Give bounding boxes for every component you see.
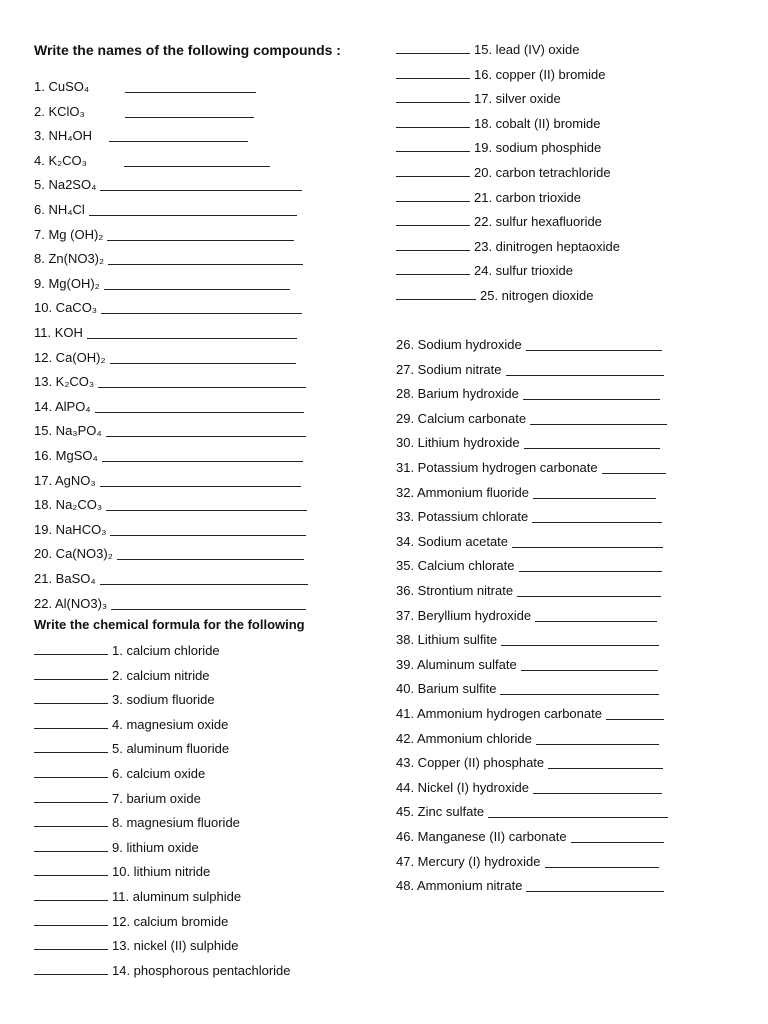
- answer-blank[interactable]: [101, 313, 302, 314]
- worksheet-item: [396, 878, 522, 894]
- worksheet-item: [34, 790, 201, 807]
- answer-blank[interactable]: [526, 350, 662, 351]
- item-label: 3. NH₄OH: [34, 128, 93, 144]
- worksheet-item: [396, 213, 602, 230]
- item-label: 19. NaHCO₃: [34, 521, 107, 537]
- answer-blank[interactable]: [87, 338, 297, 339]
- worksheet-item: [34, 765, 205, 782]
- answer-blank[interactable]: [396, 115, 470, 128]
- answer-blank[interactable]: [396, 262, 470, 275]
- worksheet-item: [34, 374, 94, 390]
- worksheet-item: [34, 691, 215, 708]
- answer-blank[interactable]: [396, 66, 470, 79]
- worksheet-item: [396, 164, 611, 181]
- item-label: 44. Nickel (I) hydroxide: [396, 779, 529, 795]
- item-label: 4. magnesium oxide: [112, 716, 229, 732]
- answer-blank[interactable]: [100, 486, 301, 487]
- worksheet-item: [34, 667, 210, 684]
- answer-blank[interactable]: [100, 190, 302, 191]
- item-label: 5. Na2SO₄: [34, 177, 97, 193]
- answer-blank[interactable]: [104, 289, 290, 290]
- answer-blank[interactable]: [34, 691, 108, 704]
- worksheet-item: [396, 681, 496, 697]
- answer-blank[interactable]: [100, 584, 308, 585]
- item-label: 14. phosphorous pentachloride: [112, 962, 291, 978]
- worksheet-item: [396, 435, 520, 451]
- item-label: 28. Barium hydroxide: [396, 386, 519, 402]
- worksheet-item: [34, 962, 291, 979]
- worksheet-item: [34, 128, 92, 144]
- item-label: 36. Strontium nitrate: [396, 583, 514, 598]
- item-label: 15. lead (IV) oxide: [474, 42, 580, 57]
- answer-blank[interactable]: [512, 547, 663, 548]
- item-label: 13. K₂CO₃: [34, 374, 95, 390]
- item-label: 40. Barium sulfite: [396, 681, 497, 697]
- item-label: 12. Ca(OH)₂: [34, 349, 106, 365]
- item-label: 42. Ammonium chloride: [396, 730, 532, 746]
- section-a-heading: Write the names of the following compounds :: [34, 42, 341, 58]
- item-label: 12. calcium bromide: [112, 913, 229, 929]
- answer-blank[interactable]: [34, 863, 108, 876]
- answer-blank[interactable]: [396, 139, 470, 152]
- answer-blank[interactable]: [34, 716, 108, 729]
- worksheet-item: [34, 546, 113, 562]
- worksheet-item: [34, 839, 199, 856]
- item-label: 19. sodium phosphide: [474, 140, 602, 156]
- worksheet-item: [396, 238, 620, 255]
- worksheet-item: [396, 460, 598, 476]
- answer-blank[interactable]: [110, 363, 296, 364]
- answer-blank[interactable]: [500, 694, 659, 695]
- worksheet-item: [34, 227, 103, 243]
- worksheet-item: [34, 716, 228, 733]
- worksheet-item: [396, 558, 515, 574]
- answer-blank[interactable]: [533, 793, 662, 794]
- answer-blank[interactable]: [523, 399, 660, 400]
- item-label: 20. Ca(NO3)₂: [34, 546, 113, 562]
- item-label: 14. AlPO₄: [34, 398, 91, 414]
- worksheet-item: [396, 755, 544, 771]
- worksheet-item: [34, 79, 89, 95]
- item-label: 37. Beryllium hydroxide: [396, 607, 532, 623]
- item-label: 43. Copper (II) phosphate: [396, 755, 545, 771]
- answer-blank[interactable]: [117, 559, 304, 560]
- answer-blank[interactable]: [107, 240, 294, 241]
- item-label: 5. aluminum fluoride: [112, 741, 230, 757]
- item-label: 17. AgNO₃: [34, 472, 96, 488]
- answer-blank[interactable]: [501, 645, 659, 646]
- worksheet-item: [34, 399, 91, 415]
- item-label: 21. carbon trioxide: [474, 189, 581, 205]
- answer-blank[interactable]: [524, 448, 660, 449]
- item-label: 7. Mg (OH)₂: [34, 226, 104, 242]
- worksheet-item: [396, 362, 502, 378]
- worksheet-item: [396, 262, 573, 279]
- worksheet-item: [34, 251, 104, 267]
- answer-blank[interactable]: [34, 913, 108, 926]
- answer-blank[interactable]: [396, 213, 470, 226]
- item-label: 45. Zinc sulfate: [396, 804, 485, 820]
- worksheet-item: [34, 177, 96, 193]
- answer-blank[interactable]: [396, 164, 470, 177]
- answer-blank[interactable]: [571, 842, 664, 843]
- worksheet-item: [396, 534, 508, 550]
- worksheet-item: [396, 41, 580, 58]
- worksheet-item: [396, 287, 593, 304]
- item-label: 13. nickel (II) sulphide: [112, 938, 239, 954]
- answer-blank[interactable]: [34, 962, 108, 975]
- answer-blank[interactable]: [517, 596, 661, 597]
- answer-blank[interactable]: [102, 461, 303, 462]
- worksheet-item: [34, 423, 102, 439]
- item-label: 10. CaCO₃: [34, 300, 98, 316]
- item-label: 11. aluminum sulphide: [112, 889, 242, 904]
- answer-blank[interactable]: [526, 891, 664, 892]
- answer-blank[interactable]: [34, 839, 108, 852]
- item-label: 15. Na₃PO₄: [34, 423, 102, 439]
- answer-blank[interactable]: [34, 667, 108, 680]
- answer-blank[interactable]: [396, 90, 470, 103]
- worksheet-item: [396, 804, 484, 820]
- item-label: 46. Manganese (II) carbonate: [396, 829, 567, 844]
- item-label: 34. Sodium acetate: [396, 533, 509, 549]
- answer-blank[interactable]: [125, 92, 256, 93]
- answer-blank[interactable]: [34, 888, 108, 901]
- answer-blank[interactable]: [606, 719, 664, 720]
- answer-blank[interactable]: [95, 412, 304, 413]
- item-label: 16. MgSO₄: [34, 448, 98, 463]
- item-label: 1. CuSO₄: [34, 79, 90, 94]
- answer-blank[interactable]: [109, 141, 248, 142]
- item-label: 9. Mg(OH)₂: [34, 275, 100, 291]
- item-label: 21. BaSO₄: [34, 571, 96, 586]
- worksheet-item: [34, 913, 228, 930]
- worksheet-item: [34, 448, 98, 464]
- item-label: 2. calcium nitride: [112, 667, 210, 683]
- answer-blank[interactable]: [536, 744, 659, 745]
- worksheet-item: [396, 583, 513, 599]
- answer-blank[interactable]: [396, 238, 470, 251]
- worksheet-item: [34, 740, 229, 757]
- answer-blank[interactable]: [396, 189, 470, 202]
- item-label: 4. K₂CO₃: [34, 152, 87, 168]
- worksheet-item: [34, 497, 102, 513]
- answer-blank[interactable]: [34, 937, 108, 950]
- worksheet-item: [34, 300, 97, 316]
- item-label: 25. nitrogen dioxide: [480, 288, 594, 303]
- item-label: 39. Aluminum sulfate: [396, 656, 517, 672]
- item-label: 7. barium oxide: [112, 790, 201, 806]
- answer-blank[interactable]: [34, 814, 108, 827]
- answer-blank[interactable]: [89, 215, 297, 216]
- item-label: 31. Potassium hydrogen carbonate: [396, 460, 598, 475]
- answer-blank[interactable]: [106, 436, 306, 437]
- item-label: 26. Sodium hydroxide: [396, 337, 522, 352]
- item-label: 16. copper (II) bromide: [474, 66, 606, 82]
- worksheet-item: [34, 276, 100, 292]
- item-label: 10. lithium nitride: [112, 864, 211, 880]
- answer-blank[interactable]: [396, 287, 476, 300]
- worksheet-item: [396, 706, 602, 722]
- worksheet-item: [34, 350, 106, 366]
- worksheet-item: [34, 104, 85, 120]
- answer-blank[interactable]: [535, 621, 657, 622]
- worksheet-item: [34, 522, 106, 538]
- worksheet-item: [34, 473, 96, 489]
- item-label: 23. dinitrogen heptaoxide: [474, 238, 621, 254]
- worksheet-item: [396, 829, 567, 845]
- item-label: 22. Al(NO3)₃: [34, 595, 108, 611]
- item-label: 11. KOH: [34, 325, 83, 340]
- worksheet-item: [34, 863, 210, 880]
- item-label: 32. Ammonium fluoride: [396, 484, 529, 500]
- answer-blank[interactable]: [98, 387, 306, 388]
- item-label: 6. NH₄Cl: [34, 202, 85, 217]
- worksheet-item: [396, 139, 601, 156]
- worksheet-item: [396, 337, 522, 353]
- answer-blank[interactable]: [396, 41, 470, 54]
- item-label: 24. sulfur trioxide: [474, 263, 573, 279]
- worksheet-item: [396, 411, 526, 427]
- answer-blank[interactable]: [34, 790, 108, 803]
- item-label: 2. KClO₃: [34, 103, 85, 119]
- item-label: 6. calcium oxide: [112, 766, 206, 781]
- worksheet-item: [34, 202, 85, 218]
- worksheet-item: [396, 632, 497, 648]
- worksheet-item: [396, 485, 529, 501]
- item-label: 22. sulfur hexafluoride: [474, 214, 602, 230]
- answer-blank[interactable]: [125, 117, 254, 118]
- item-label: 48. Ammonium nitrate: [396, 878, 523, 894]
- worksheet-item: [396, 657, 517, 673]
- answer-blank[interactable]: [519, 571, 663, 572]
- worksheet-item: [34, 937, 238, 954]
- item-label: 8. magnesium fluoride: [112, 815, 240, 831]
- item-label: 29. Calcium carbonate: [396, 410, 527, 426]
- item-label: 18. Na₂CO₃: [34, 497, 103, 513]
- item-label: 30. Lithium hydroxide: [396, 435, 520, 451]
- item-label: 47. Mercury (I) hydroxide: [396, 853, 541, 869]
- item-label: 33. Potassium chlorate: [396, 509, 529, 525]
- answer-blank[interactable]: [106, 510, 307, 511]
- worksheet-item: [396, 780, 529, 796]
- answer-blank[interactable]: [34, 642, 108, 655]
- worksheet-item: [34, 571, 96, 587]
- worksheet-item: [34, 888, 241, 905]
- item-label: 9. lithium oxide: [112, 839, 199, 855]
- item-label: 38. Lithium sulfite: [396, 632, 498, 648]
- answer-blank[interactable]: [34, 765, 108, 778]
- item-label: 3. sodium fluoride: [112, 692, 215, 708]
- worksheet-item: [396, 66, 606, 83]
- answer-blank[interactable]: [548, 768, 663, 769]
- worksheet-item: [396, 854, 541, 870]
- item-label: 41. Ammonium hydrogen carbonate: [396, 706, 602, 721]
- section-b-heading: Write the chemical formula for the following: [34, 617, 305, 632]
- item-label: 35. Calcium chlorate: [396, 558, 515, 574]
- worksheet-item: [34, 153, 87, 169]
- worksheet-item: [396, 386, 519, 402]
- worksheet-item: [396, 608, 531, 624]
- worksheet-item: [34, 596, 107, 612]
- item-label: 27. Sodium nitrate: [396, 361, 502, 377]
- item-label: 1. calcium chloride: [112, 643, 220, 658]
- answer-blank[interactable]: [530, 424, 667, 425]
- answer-blank[interactable]: [532, 522, 662, 523]
- item-label: 18. cobalt (II) bromide: [474, 115, 601, 131]
- item-label: 20. carbon tetrachloride: [474, 165, 611, 180]
- worksheet-item: [34, 325, 83, 341]
- item-label: 8. Zn(NO3)₂: [34, 251, 105, 267]
- answer-blank[interactable]: [111, 609, 306, 610]
- answer-blank[interactable]: [488, 817, 668, 818]
- worksheet-item: [396, 509, 528, 525]
- worksheet-item: [34, 642, 220, 659]
- worksheet-item: [396, 90, 561, 107]
- worksheet-item: [34, 814, 240, 831]
- worksheet-item: [396, 189, 581, 206]
- worksheet-item: [396, 115, 600, 132]
- answer-blank[interactable]: [124, 166, 270, 167]
- answer-blank[interactable]: [521, 670, 658, 671]
- answer-blank[interactable]: [110, 535, 306, 536]
- answer-blank[interactable]: [533, 498, 656, 499]
- answer-blank[interactable]: [108, 264, 303, 265]
- answer-blank[interactable]: [602, 473, 666, 474]
- answer-blank[interactable]: [506, 375, 664, 376]
- worksheet-item: [396, 731, 532, 747]
- answer-blank[interactable]: [34, 740, 108, 753]
- item-label: 17. silver oxide: [474, 91, 561, 107]
- answer-blank[interactable]: [545, 867, 660, 868]
